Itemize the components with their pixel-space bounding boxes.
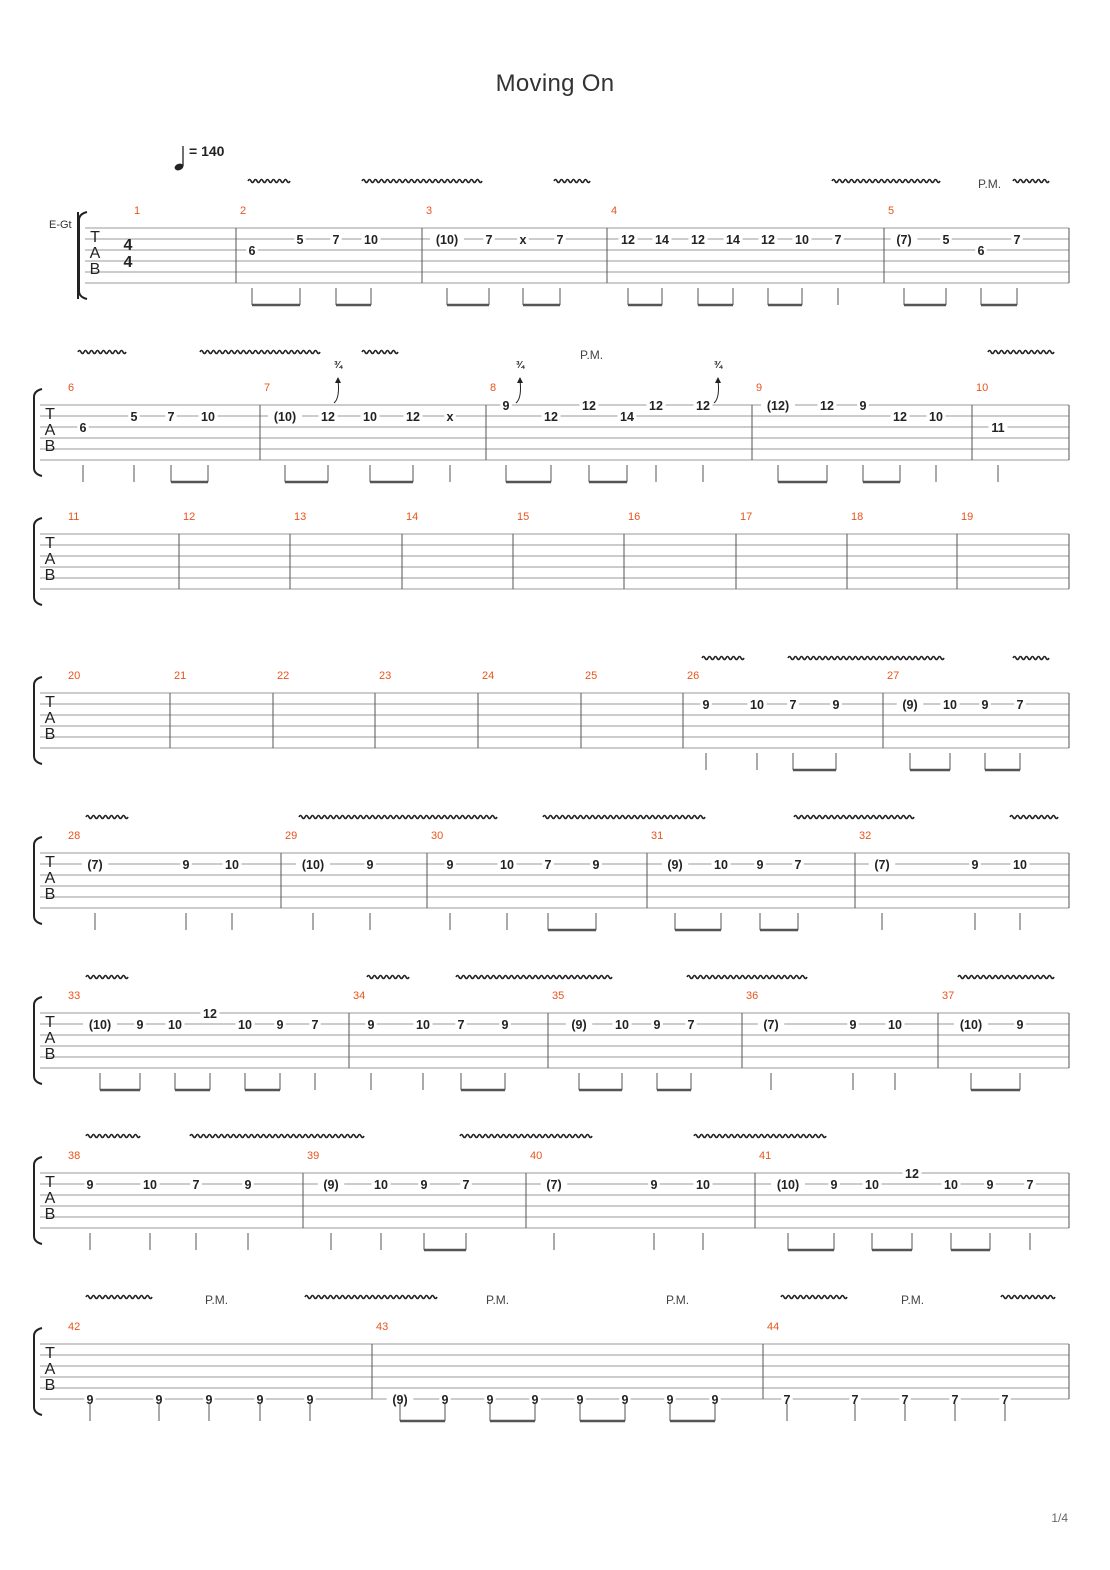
fret-number: 10 xyxy=(416,1018,430,1032)
fret-number: 10 xyxy=(1013,858,1027,872)
measure-number: 14 xyxy=(406,511,419,523)
staff-bracket xyxy=(34,677,42,764)
fret-number: 9 xyxy=(986,1178,994,1192)
fret-number: 9 xyxy=(446,858,454,872)
vibrato-mark xyxy=(362,180,482,183)
fret-number: 9 xyxy=(367,1018,375,1032)
fret-number: (10) xyxy=(273,410,297,424)
measure-number: 38 xyxy=(68,1150,81,1162)
fret-number: 10 xyxy=(238,1018,252,1032)
staff-system xyxy=(34,382,1069,482)
fret-number: 10 xyxy=(714,858,728,872)
fret-number: 7 xyxy=(332,233,340,247)
staff-bracket xyxy=(34,837,42,924)
markings-row xyxy=(86,1135,826,1138)
fret-number: 12 xyxy=(649,399,663,413)
fret-number: 10 xyxy=(143,1178,157,1192)
staff-bracket xyxy=(34,389,42,476)
measure-number: 41 xyxy=(759,1150,772,1162)
fret-number: (10) xyxy=(959,1018,983,1032)
tab-letter: B xyxy=(89,261,101,278)
measure-number: 13 xyxy=(294,511,307,523)
fret-number: 10 xyxy=(795,233,809,247)
fret-number: 9 xyxy=(486,1393,494,1407)
measure-number: 19 xyxy=(961,511,974,523)
fret-number: 12 xyxy=(761,233,775,247)
vibrato-mark xyxy=(988,351,1054,354)
fret-number: 7 xyxy=(901,1393,909,1407)
time-signature-number: 4 xyxy=(123,237,133,254)
vibrato-mark xyxy=(1001,1296,1055,1299)
palm-mute-label: P.M. xyxy=(205,1293,229,1307)
fret-number: 7 xyxy=(167,410,175,424)
palm-mute-label: P.M. xyxy=(666,1293,690,1307)
fret-number: 5 xyxy=(942,233,950,247)
fret-number: (9) xyxy=(667,858,683,872)
markings-row xyxy=(702,657,1049,660)
palm-mute-label: P.M. xyxy=(901,1293,925,1307)
tab-letter: T xyxy=(45,406,55,423)
bend-arrowhead-icon xyxy=(517,377,523,383)
vibrato-mark xyxy=(1010,816,1058,819)
fret-number: 10 xyxy=(225,858,239,872)
measure-number: 22 xyxy=(277,670,290,682)
vibrato-mark xyxy=(86,976,128,979)
fret-number: 7 xyxy=(1016,698,1024,712)
fret-number: 10 xyxy=(168,1018,182,1032)
fret-number: 9 xyxy=(86,1393,94,1407)
fret-number: 7 xyxy=(544,858,552,872)
staff-system xyxy=(34,1321,1069,1421)
fret-number: 10 xyxy=(944,1178,958,1192)
vibrato-mark xyxy=(200,351,320,354)
measure-number: 11 xyxy=(68,511,80,523)
measure-number: 2 xyxy=(240,205,247,217)
fret-number: 14 xyxy=(620,410,634,424)
fret-number: 9 xyxy=(650,1178,658,1192)
tempo-label: = 140 xyxy=(189,143,225,159)
fret-number: x xyxy=(446,410,454,424)
tab-letter: B xyxy=(44,438,56,455)
fret-number: 14 xyxy=(726,233,740,247)
fret-number: 9 xyxy=(859,399,867,413)
fret-number: 9 xyxy=(756,858,764,872)
staff-bracket xyxy=(34,1328,42,1415)
fret-number: 10 xyxy=(929,410,943,424)
vibrato-mark xyxy=(832,180,940,183)
vibrato-mark xyxy=(702,657,744,660)
fret-number: (12) xyxy=(766,399,790,413)
vibrato-mark xyxy=(460,1135,592,1138)
fret-number: (10) xyxy=(301,858,325,872)
fret-number: (9) xyxy=(392,1393,408,1407)
bend-arrow xyxy=(516,380,521,403)
fret-number: 12 xyxy=(582,399,596,413)
vibrato-mark xyxy=(362,351,398,354)
fret-number: 10 xyxy=(500,858,514,872)
measure-number: 27 xyxy=(887,670,900,682)
vibrato-mark xyxy=(543,816,705,819)
vibrato-mark xyxy=(86,1135,140,1138)
fret-number: 7 xyxy=(556,233,564,247)
fret-number: 7 xyxy=(311,1018,319,1032)
tab-letter: T xyxy=(90,229,100,246)
markings-row xyxy=(86,976,1054,979)
staff-bracket xyxy=(34,1157,42,1244)
vibrato-mark xyxy=(958,976,1054,979)
fret-number: 6 xyxy=(248,244,256,258)
fret-number: 14 xyxy=(655,233,669,247)
fret-number: 7 xyxy=(192,1178,200,1192)
vibrato-mark xyxy=(694,1135,826,1138)
palm-mute-label: P.M. xyxy=(978,177,1002,191)
fret-number: 12 xyxy=(544,410,558,424)
fret-number: 7 xyxy=(951,1393,959,1407)
vibrato-mark xyxy=(781,1296,847,1299)
fret-number: 9 xyxy=(182,858,190,872)
markings-row xyxy=(86,1293,1055,1307)
measure-number: 29 xyxy=(285,830,298,842)
fret-number: 9 xyxy=(155,1393,163,1407)
fret-number: 9 xyxy=(306,1393,314,1407)
fret-number: 9 xyxy=(849,1018,857,1032)
tab-letter: B xyxy=(44,1046,56,1063)
measure-number: 17 xyxy=(740,511,753,523)
fret-number: (10) xyxy=(776,1178,800,1192)
fret-number: 10 xyxy=(865,1178,879,1192)
measure-number: 26 xyxy=(687,670,700,682)
fret-number: (7) xyxy=(763,1018,779,1032)
fret-number: 9 xyxy=(621,1393,629,1407)
fret-number: 11 xyxy=(991,421,1005,435)
fret-number: (9) xyxy=(902,698,918,712)
measure-number: 28 xyxy=(68,830,81,842)
fret-number: (10) xyxy=(435,233,459,247)
tab-letter: B xyxy=(44,1206,56,1223)
measure-number: 8 xyxy=(490,382,497,394)
tab-letter: A xyxy=(44,870,56,887)
fret-number: 10 xyxy=(374,1178,388,1192)
fret-number: 9 xyxy=(502,399,510,413)
fret-number: 9 xyxy=(666,1393,674,1407)
tab-letter: A xyxy=(44,1030,56,1047)
fret-number: 10 xyxy=(943,698,957,712)
measure-number: 9 xyxy=(756,382,763,394)
fret-number: 7 xyxy=(1001,1393,1009,1407)
fret-number: (7) xyxy=(874,858,890,872)
fret-number: 10 xyxy=(364,233,378,247)
tab-letter: T xyxy=(45,1345,55,1362)
tab-letter: A xyxy=(89,245,101,262)
bend-amount-label: ¾ xyxy=(333,360,343,371)
measure-number: 7 xyxy=(264,382,271,394)
measure-number: 44 xyxy=(767,1321,780,1333)
tab-letter: B xyxy=(44,1377,56,1394)
vibrato-mark xyxy=(788,657,944,660)
vibrato-mark xyxy=(190,1135,364,1138)
measure-number: 6 xyxy=(68,382,75,394)
measure-number: 31 xyxy=(651,830,664,842)
instrument-label: E-Gt xyxy=(49,219,72,231)
measure-number: 25 xyxy=(585,670,598,682)
staff-system xyxy=(78,205,1069,305)
tab-letter: A xyxy=(44,551,56,568)
tab-letter: T xyxy=(45,694,55,711)
fret-number: 10 xyxy=(888,1018,902,1032)
measure-number: 30 xyxy=(431,830,444,842)
staff-bracket xyxy=(79,212,87,299)
fret-number: 12 xyxy=(691,233,705,247)
tab-letter: B xyxy=(44,567,56,584)
measure-number: 12 xyxy=(183,511,196,523)
fret-number: 9 xyxy=(276,1018,284,1032)
fret-number: 12 xyxy=(321,410,335,424)
measure-number: 10 xyxy=(976,382,989,394)
time-signature-number: 4 xyxy=(123,254,133,271)
fret-number: 12 xyxy=(203,1007,217,1021)
measure-number: 40 xyxy=(530,1150,543,1162)
measure-number: 1 xyxy=(134,205,141,217)
vibrato-mark xyxy=(794,816,914,819)
vibrato-mark xyxy=(687,976,807,979)
vibrato-mark xyxy=(1013,180,1049,183)
tab-letter: T xyxy=(45,1174,55,1191)
staff-system xyxy=(34,511,1069,605)
measure-number: 15 xyxy=(517,511,530,523)
fret-number: 10 xyxy=(750,698,764,712)
fret-number: 12 xyxy=(621,233,635,247)
vibrato-mark xyxy=(86,1296,152,1299)
measure-number: 42 xyxy=(68,1321,81,1333)
tab-letter: A xyxy=(44,710,56,727)
tab-letter: T xyxy=(45,1014,55,1031)
measure-number: 43 xyxy=(376,1321,389,1333)
vibrato-mark xyxy=(299,816,497,819)
fret-number: 9 xyxy=(501,1018,509,1032)
fret-number: 7 xyxy=(457,1018,465,1032)
measure-number: 37 xyxy=(942,990,955,1002)
tab-letter: B xyxy=(44,726,56,743)
fret-number: 5 xyxy=(130,410,138,424)
fret-number: 7 xyxy=(1026,1178,1034,1192)
measure-number: 23 xyxy=(379,670,392,682)
fret-number: 7 xyxy=(851,1393,859,1407)
vibrato-mark xyxy=(305,1296,437,1299)
staff-system xyxy=(34,1150,1069,1250)
fret-number: 9 xyxy=(531,1393,539,1407)
measure-number: 18 xyxy=(851,511,864,523)
measure-number: 32 xyxy=(859,830,872,842)
vibrato-mark xyxy=(86,816,128,819)
fret-number: 7 xyxy=(794,858,802,872)
measure-number: 34 xyxy=(353,990,366,1002)
fret-number: (9) xyxy=(571,1018,587,1032)
measure-number: 36 xyxy=(746,990,759,1002)
fret-number: 9 xyxy=(832,698,840,712)
staff-system xyxy=(34,670,1069,770)
fret-number: 10 xyxy=(615,1018,629,1032)
fret-number: 9 xyxy=(576,1393,584,1407)
vibrato-mark xyxy=(554,180,590,183)
fret-number: (7) xyxy=(896,233,912,247)
measure-number: 4 xyxy=(611,205,618,217)
vibrato-mark xyxy=(456,976,612,979)
bend-arrow xyxy=(714,380,719,403)
fret-number: 12 xyxy=(820,399,834,413)
tab-letter: A xyxy=(44,1361,56,1378)
fret-number: 12 xyxy=(406,410,420,424)
fret-number: 7 xyxy=(462,1178,470,1192)
vibrato-mark xyxy=(78,351,126,354)
palm-mute-label: P.M. xyxy=(486,1293,510,1307)
fret-number: 7 xyxy=(687,1018,695,1032)
fret-number: 9 xyxy=(1016,1018,1024,1032)
markings-row xyxy=(248,177,1049,191)
tab-letter: T xyxy=(45,854,55,871)
measure-number: 20 xyxy=(68,670,81,682)
fret-number: 9 xyxy=(592,858,600,872)
fret-number: (9) xyxy=(323,1178,339,1192)
measure-number: 5 xyxy=(888,205,895,217)
fret-number: 5 xyxy=(296,233,304,247)
markings-row xyxy=(78,348,1054,362)
fret-number: (7) xyxy=(87,858,103,872)
fret-number: 12 xyxy=(905,1167,919,1181)
staff-system xyxy=(34,830,1069,930)
fret-number: 9 xyxy=(420,1178,428,1192)
fret-number: 10 xyxy=(363,410,377,424)
fret-number: 9 xyxy=(256,1393,264,1407)
fret-number: 7 xyxy=(783,1393,791,1407)
fret-number: 9 xyxy=(136,1018,144,1032)
vibrato-mark xyxy=(367,976,409,979)
bend-arrow xyxy=(334,380,339,403)
bend-arrowhead-icon xyxy=(335,377,341,383)
fret-number: 10 xyxy=(201,410,215,424)
staff-bracket xyxy=(34,997,42,1084)
page-indicator: 1/4 xyxy=(1051,1511,1068,1525)
bend-arrowhead-icon xyxy=(715,377,721,383)
measure-number: 39 xyxy=(307,1150,320,1162)
fret-number: 7 xyxy=(834,233,842,247)
fret-number: 7 xyxy=(789,698,797,712)
fret-number: 6 xyxy=(79,421,87,435)
fret-number: 7 xyxy=(1013,233,1021,247)
vibrato-mark xyxy=(1013,657,1049,660)
staff-system xyxy=(34,990,1069,1090)
fret-number: 9 xyxy=(702,698,710,712)
fret-number: x xyxy=(519,233,527,247)
fret-number: 9 xyxy=(366,858,374,872)
fret-number: 9 xyxy=(830,1178,838,1192)
fret-number: 6 xyxy=(977,244,985,258)
fret-number: 9 xyxy=(86,1178,94,1192)
vibrato-mark xyxy=(248,180,290,183)
measure-number: 24 xyxy=(482,670,495,682)
fret-number: 9 xyxy=(653,1018,661,1032)
fret-number: 9 xyxy=(205,1393,213,1407)
bend-amount-label: ¾ xyxy=(515,360,525,371)
fret-number: 9 xyxy=(981,698,989,712)
fret-number: 9 xyxy=(711,1393,719,1407)
fret-number: 12 xyxy=(893,410,907,424)
song-title: Moving On xyxy=(495,70,615,97)
fret-number: 10 xyxy=(696,1178,710,1192)
fret-number: 7 xyxy=(485,233,493,247)
staff-bracket xyxy=(34,518,42,605)
measure-number: 3 xyxy=(426,205,433,217)
palm-mute-label: P.M. xyxy=(580,348,604,362)
tab-letter: B xyxy=(44,886,56,903)
tab-letter: T xyxy=(45,535,55,552)
measure-number: 33 xyxy=(68,990,81,1002)
measure-number: 35 xyxy=(552,990,565,1002)
bend-amount-label: ¾ xyxy=(713,360,723,371)
fret-number: 12 xyxy=(696,399,710,413)
fret-number: 9 xyxy=(971,858,979,872)
tab-letter: A xyxy=(44,1190,56,1207)
measure-number: 16 xyxy=(628,511,641,523)
markings-row xyxy=(86,816,1058,819)
fret-number: (10) xyxy=(88,1018,112,1032)
tab-letter: A xyxy=(44,422,56,439)
fret-number: 9 xyxy=(441,1393,449,1407)
fret-number: 9 xyxy=(244,1178,252,1192)
measure-number: 21 xyxy=(174,670,187,682)
fret-number: (7) xyxy=(546,1178,562,1192)
